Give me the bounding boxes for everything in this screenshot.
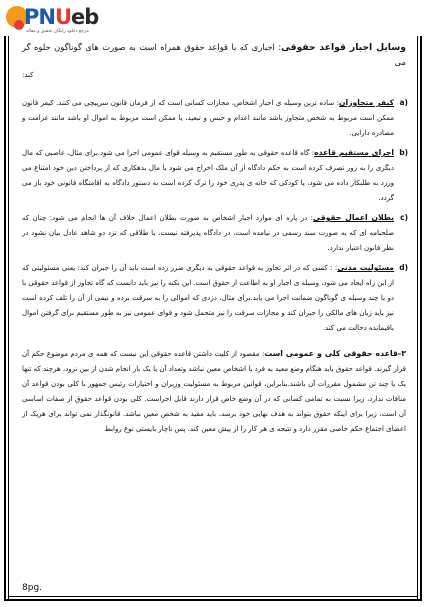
page-border-bottom [4,599,422,601]
list-item [22,95,406,141]
item-text: : در پاره ای موارد اجبار اشخاص به صورت بطلان اعمال خلاف آن ها انجام می شود: چنان که صلحنامه ای که به صورت سند رسمی در نیامده است، در دادگاه پذیرفته نیست، یا طلاقی که نزد دو شاهد عادل بیان نشود در نظر قانون اعتبار ندارد. [22,214,394,252]
item-marker: b) [399,148,408,157]
heading-text: : اجباری که با قواعد حقوق همراه است به صورت های گوناگون جلوه گر می [22,42,406,67]
page-number: 8pg. [22,583,43,593]
item-term: کیفر متجاوزان [339,98,394,107]
list-item [22,145,406,206]
page-border-right [420,36,422,601]
item-marker: a) [399,98,408,107]
item-text: : ساده ترین وسیله ی اجبار اشخاص، مجازات کسانی است که از فرمان قانون سرپیچی می کنند. کیفر قانون ممکن است مربوط به شخص متجاوز باشد مانند اعدام و حبس و تبعید، یا ممکن است مربوط به اموال او باشد مانند غرامت و مصادره دارایی. [22,99,394,137]
item-marker: d) [399,263,408,272]
page-content [22,40,406,444]
section-3-title: ۳-قاعده حقوقی کلی و عمومی است [264,349,406,358]
heading-title: وسایل اجبار قواعد حقوقی [281,42,406,53]
logo-wordmark: PNUeb [24,5,99,29]
page-border-bottom-inner [8,596,418,597]
item-text: : : کسی که در اثر تجاوز به قواعد حقوقی به دیگری ضرر زده است باید آن را جبران کند: یعنی مسئولیتی که از این راه ایجاد می شود، وسیله ی اجبار او به اطاعت از حقوق است. این نکته را نیز باید دانست که گاه تجاوز از قواعد حقوقی با دو یا چند وسیله ی گوناگون ضمانت اجرا می یابد.برای مثال، دزدی که اموالی را به سرقت برده و نیمی از آن را تلف کرده است نیز باید زیان های مالکی را جبران کند و مجازات سرقت را نیز متحمل شود و قوای عمومی نیز به طور مستقیم برای گرفتن اموال باقیمانده دخالت می کند. [22,264,394,332]
item-term: مسئولیت مدنی [337,263,394,272]
section-3-paragraph [22,346,406,437]
logo-dot-icon [14,20,24,30]
section-heading [22,40,406,69]
item-text: : گاه قاعده حقوقی به طور مستقیم به وسیله قوای عمومی اجرا می شود.برای مثال، غاصبی که مال دیگری را به زور تصرف کرده است به حکم دادگاه از آن ملک اخراج می شود یا مال بدهکاری که از پرداختن دین خود امتناع می ورزد به طلبکار داده می شود، یا کودکی که خانه ی پدری خود را ترک کرده است به دستور دادگاه به اقامتگاه قانونی خود باز می گردد. [22,149,394,202]
section-3-text: : مقصود از کلیت داشتن قاعده حقوقی این نیست که همه ی مردم موضوع حکم آن قرار گیرند. قواعد حقوق باید هنگام وضع معید به فرد یا اشخاص معین نباشد وتعداد آن یا یک بار انجام شدن از بین نرود، هرچند که تنها یک یا چند تن مشمول مقررات آن باشند.بنابراین، قوانین مربوط به مسئولیت وزیران و اختیارات رئیس جمهور با کلی بودن قواعد آن منافات ندارد، زیرا نسبت به تمامی کسانی که در آن وضع خاص قرار دارند قابل اجراست. کلی بودن قواعد حقوق از صفات اساسی آن است، زیرا برای اینکه حقوق بتواند به هدف نهایی خود برسد، باید مقید به شخص معین نباشد. قانونگذار نمی تواند برای هریک از اعضای اجتماع حکم خاصی مقرر دارد و نتیجه ی هر کار را از پیش معین کند. پس ناچار بایستی نوع روابط [22,350,406,433]
item-term: اجرای مستقیم قاعده [314,148,394,157]
logo-subtitle: مرجع دانلود رایگان تحقیق و مقاله [26,29,89,34]
item-term: بطلان اعمال حقوقی [313,213,394,222]
page-border-right-inner [417,36,418,601]
list-item [22,210,406,256]
item-marker: c) [400,213,408,222]
list-item [22,260,406,336]
page-border-left-inner [8,36,9,601]
heading-tail: کند: [22,71,34,79]
site-logo[interactable] [4,2,122,40]
page-border-left [4,36,6,601]
